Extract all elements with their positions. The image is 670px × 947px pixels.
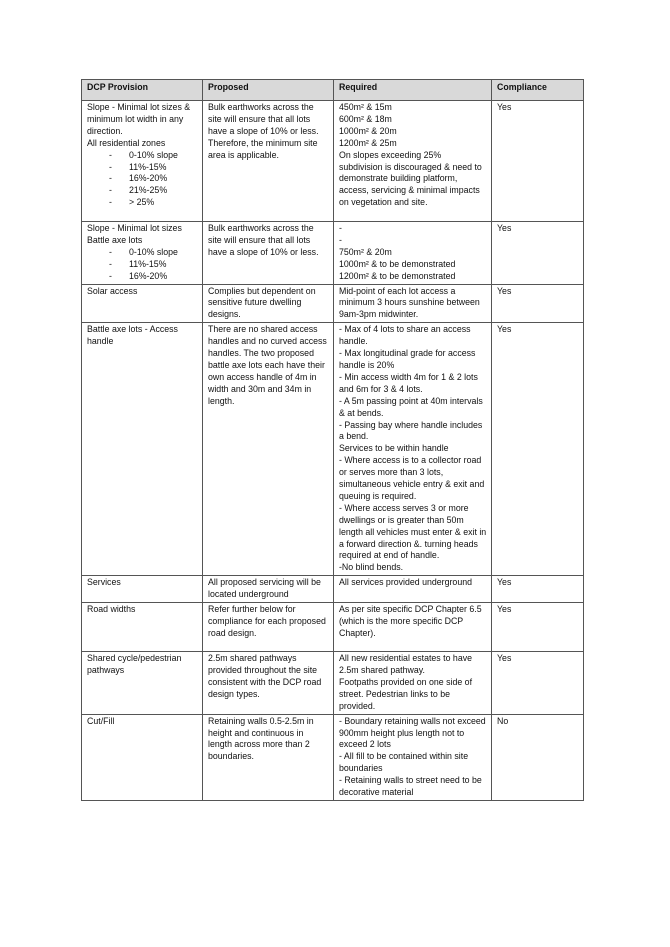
required-line: 450m² & 15m [339, 102, 392, 112]
proposed-cell: Complies but dependent on sensitive future dwelling designs. [203, 284, 334, 323]
table-header [82, 80, 584, 101]
required-cell [334, 284, 492, 323]
proposed-cell: Bulk earthworks across the site will ensure that all lots have a slope of 10% or less. [203, 222, 334, 285]
dcp-compliance-table [81, 79, 584, 801]
compliance-cell: Yes [492, 101, 584, 222]
compliance-cell: Yes [492, 284, 584, 323]
provision-line: Slope - Minimal lot sizes & minimum lot width in any direction. [87, 102, 191, 136]
compliance-cell: Yes [492, 603, 584, 652]
proposed-cell: All proposed servicing will be located underground [203, 576, 334, 603]
header-dcp-provision: DCP Provision [82, 80, 203, 101]
compliance-cell: Yes [492, 323, 584, 576]
proposed-cell: Bulk earthworks across the site will ensure that all lots have a slope of 10% or less. Therefore, the minimum site area is applicable. [203, 101, 334, 222]
provision-line: Solar access [87, 285, 138, 296]
table-row [82, 284, 584, 323]
header-required: Required [334, 80, 492, 101]
header-compliance: Compliance [492, 80, 584, 101]
required-line: On slopes exceeding 25% subdivision is discouraged & need to demonstrate building platform, access, servicing & minimal impacts on vegetation and site. [339, 149, 482, 208]
header-proposed: Proposed [203, 80, 334, 101]
required-line: - [339, 223, 342, 233]
provision-line: Shared cycle/pedestrian pathways [87, 653, 182, 675]
provision-bullet: - 11%-15% [109, 161, 167, 172]
provision-line: Battle axe lots [87, 234, 143, 245]
required-line: As per site specific DCP Chapter 6.5 (which is the more specific DCP Chapter). [339, 604, 482, 638]
compliance-cell: Yes [492, 222, 584, 285]
required-line: 600m² & 18m [339, 113, 392, 124]
table-row [82, 222, 584, 285]
required-line: - Passing bay where handle includes a bend. [339, 419, 483, 442]
required-cell [334, 576, 492, 603]
required-line: Services to be within handle [339, 443, 449, 454]
required-line: Mid-point of each lot access a minimum 3 hours sunshine between 9am-3pm midwinter. [339, 285, 480, 320]
table-body [82, 101, 584, 801]
required-line: - Max of 4 lots to share an access handle. [339, 324, 471, 347]
required-line: All new residential estates to have 2.5m shared pathway. [339, 653, 473, 675]
required-cell [334, 101, 492, 222]
provision-bullet: - 16%-20% [109, 270, 168, 281]
provision-line: Road widths [87, 604, 136, 615]
required-line: - Retaining walls to street need to be decorative material [339, 775, 482, 798]
provision-cell [82, 101, 203, 222]
required-line: - Where access serves 3 or more dwellings or is greater than 50m length all vehicles must enter & exit in a forward direction &. turning heads required at end of handle. [339, 502, 487, 561]
table-row [82, 576, 584, 603]
table-row [82, 652, 584, 715]
required-line: - A 5m passing point at 40m intervals & at bends. [339, 395, 483, 418]
provision-bullet: - 21%-25% [109, 185, 168, 196]
required-line: -No blind bends. [339, 562, 404, 573]
provision-bullet: - 0-10% slope [109, 149, 178, 160]
provision-cell [82, 714, 203, 800]
required-line: - Where access is to a collector road or serves more than 3 lots, simultaneous vehicle entry & exit and queuing is required. [339, 455, 485, 501]
provision-line: Slope - Minimal lot sizes [87, 223, 182, 233]
required-cell [334, 714, 492, 800]
provision-bullet: - > 25% [109, 197, 155, 208]
table-row [82, 101, 584, 222]
table-row [82, 323, 584, 576]
required-line: 1200m² & 25m [339, 137, 397, 148]
required-cell [334, 652, 492, 715]
required-cell [334, 222, 492, 285]
provision-cell [82, 603, 203, 652]
required-cell [334, 603, 492, 652]
required-line: Footpaths provided on one side of street. Pedestrian links to be provided. [339, 676, 473, 711]
compliance-cell: No [492, 714, 584, 800]
header-row [82, 80, 584, 101]
required-cell [334, 323, 492, 576]
provision-line: Battle axe lots - Access handle [87, 324, 178, 347]
table-row [82, 714, 584, 800]
provision-line: Services [87, 577, 121, 588]
required-line: 750m² & 20m [339, 246, 392, 257]
provision-cell [82, 323, 203, 576]
compliance-cell: Yes [492, 652, 584, 715]
proposed-cell: 2.5m shared pathways provided throughout the site consistent with the DCP road design types. [203, 652, 334, 715]
provision-line: All residential zones [87, 137, 166, 148]
compliance-cell: Yes [492, 576, 584, 603]
provision-line: Cut/Fill [87, 715, 115, 726]
provision-bullet: - 16%-20% [109, 173, 168, 184]
required-line: 1000m² & to be demonstrated [339, 258, 456, 269]
required-line: - All fill to be contained within site boundaries [339, 751, 469, 774]
provision-cell [82, 284, 203, 323]
provision-cell [82, 222, 203, 285]
table-row [82, 603, 584, 652]
required-line: - Boundary retaining walls not exceed 900mm height plus length not to exceed 2 lots [339, 715, 486, 750]
proposed-cell: There are no shared access handles and no curved access handles. The two proposed battle axe lots each have their own access handle of 4m in width and 30m and 34m in length. [203, 323, 334, 576]
required-line: 1000m² & 20m [339, 125, 397, 136]
provision-cell [82, 576, 203, 603]
provision-cell [82, 652, 203, 715]
required-line: 1200m² & to be demonstrated [339, 270, 456, 281]
required-line: All services provided underground [339, 577, 473, 588]
required-line: - Max longitudinal grade for access handle is 20% [339, 348, 476, 370]
proposed-cell: Refer further below for compliance for each proposed road design. [203, 603, 334, 652]
provision-bullet: - 0-10% slope [109, 246, 178, 257]
provision-bullet: - 11%-15% [109, 258, 167, 269]
required-line: - Min access width 4m for 1 & 2 lots and 6m for 3 & 4 lots. [339, 371, 478, 394]
required-line: - [339, 234, 342, 245]
proposed-cell: Retaining walls 0.5-2.5m in height and continuous in length across more than 2 boundaries. [203, 714, 334, 800]
